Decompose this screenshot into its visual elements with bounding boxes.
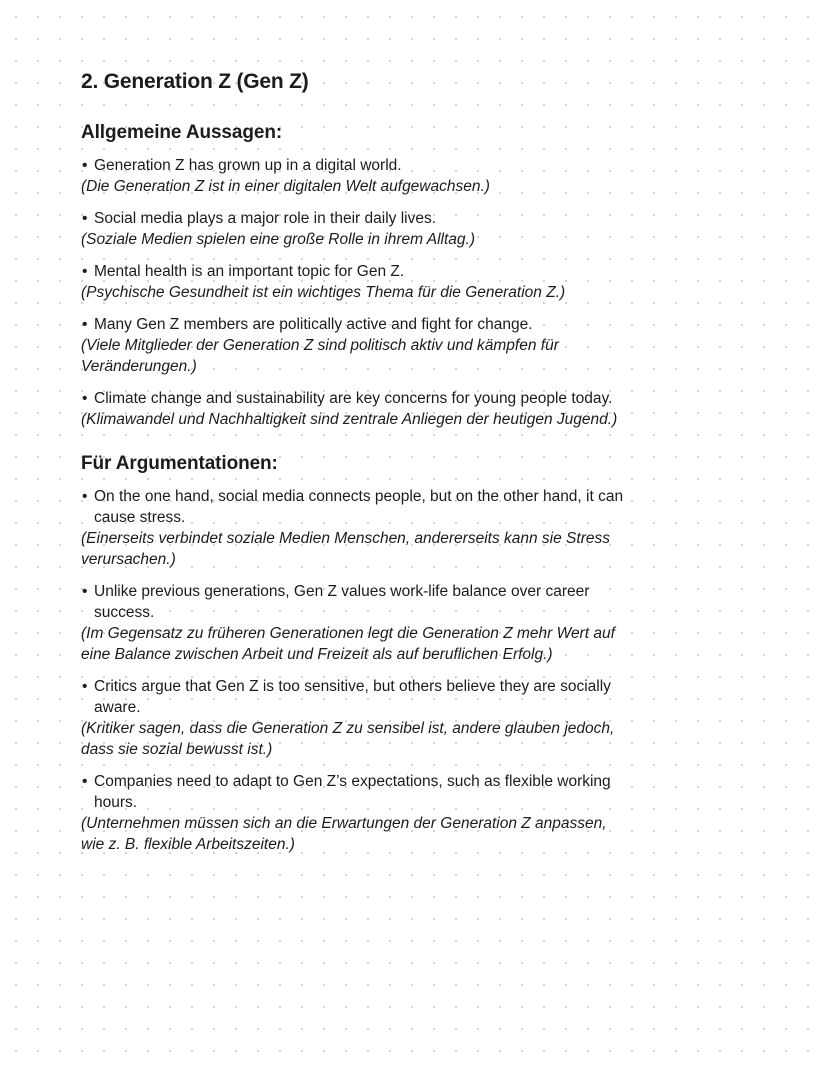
german-translation: (Soziale Medien spielen eine große Rolle in ihrem Alltag.) — [81, 231, 476, 248]
list-item — [81, 314, 626, 377]
list-item — [81, 208, 626, 250]
english-text: Mental health is an important topic for Gen Z. — [94, 263, 405, 280]
english-line — [81, 155, 626, 176]
bullet-icon: • — [82, 678, 88, 695]
section-heading: Allgemeine Aussagen: — [81, 122, 283, 143]
bullet-icon: • — [82, 583, 88, 600]
section-spacer — [81, 441, 626, 452]
english-line — [81, 388, 626, 409]
english-text: Generation Z has grown up in a digital world. — [94, 157, 402, 174]
list-item — [81, 486, 626, 570]
english-line — [81, 314, 626, 335]
list-item — [81, 155, 626, 197]
list-item — [81, 771, 626, 855]
english-text: Critics argue that Gen Z is too sensitive, but others believe they are socially aware. — [94, 678, 611, 716]
page-title: 2. Generation Z (Gen Z) — [81, 70, 309, 93]
bullet-icon: • — [82, 390, 88, 407]
english-text: Many Gen Z members are politically active and fight for change. — [94, 316, 533, 333]
bullet-icon: • — [82, 157, 88, 174]
section-argumentation — [81, 452, 626, 855]
german-translation: (Einerseits verbindet soziale Medien Menschen, andererseits kann sie Stress verursachen.) — [81, 530, 610, 568]
english-line — [81, 261, 626, 282]
bullet-icon: • — [82, 210, 88, 227]
english-line — [81, 208, 626, 229]
german-translation: (Viele Mitglieder der Generation Z sind politisch aktiv und kämpfen für Veränderungen.) — [81, 337, 559, 375]
list-item — [81, 676, 626, 760]
english-text: Climate change and sustainability are key concerns for young people today. — [94, 390, 613, 407]
english-line — [81, 771, 626, 813]
list-item — [81, 388, 626, 430]
german-translation: (Klimawandel und Nachhaltigkeit sind zentrale Anliegen der heutigen Jugend.) — [81, 411, 618, 428]
argument-list — [81, 486, 626, 855]
german-translation: (Die Generation Z ist in einer digitalen Welt aufgewachsen.) — [81, 178, 490, 195]
german-translation: (Kritiker sagen, dass die Generation Z zu sensibel ist, andere glauben jedoch, dass sie sozial bewusst ist.) — [81, 720, 615, 758]
bullet-icon: • — [82, 316, 88, 333]
german-translation: (Unternehmen müssen sich an die Erwartungen der Generation Z anpassen, wie z. B. flexible Arbeitszeiten.) — [81, 815, 607, 853]
list-item — [81, 581, 626, 665]
document-page — [81, 68, 626, 866]
statement-list — [81, 155, 626, 430]
english-text: Social media plays a major role in their daily lives. — [94, 210, 437, 227]
german-translation: (Im Gegensatz zu früheren Generationen legt die Generation Z mehr Wert auf eine Balance zwischen Arbeit und Freizeit als auf beruflichen Erfolg.) — [81, 625, 615, 663]
english-text: Unlike previous generations, Gen Z values work-life balance over career success. — [94, 583, 590, 621]
bullet-icon: • — [82, 773, 88, 790]
bullet-icon: • — [82, 488, 88, 505]
english-text: Companies need to adapt to Gen Z’s expectations, such as flexible working hours. — [94, 773, 611, 811]
english-line — [81, 676, 626, 718]
bullet-icon: • — [82, 263, 88, 280]
english-text: On the one hand, social media connects people, but on the other hand, it can cause stress. — [94, 488, 624, 526]
german-translation: (Psychische Gesundheit ist ein wichtiges Thema für die Generation Z.) — [81, 284, 566, 301]
section-heading: Für Argumentationen: — [81, 453, 278, 474]
section-general-statements — [81, 121, 626, 430]
list-item — [81, 261, 626, 303]
english-line — [81, 581, 626, 623]
english-line — [81, 486, 626, 528]
